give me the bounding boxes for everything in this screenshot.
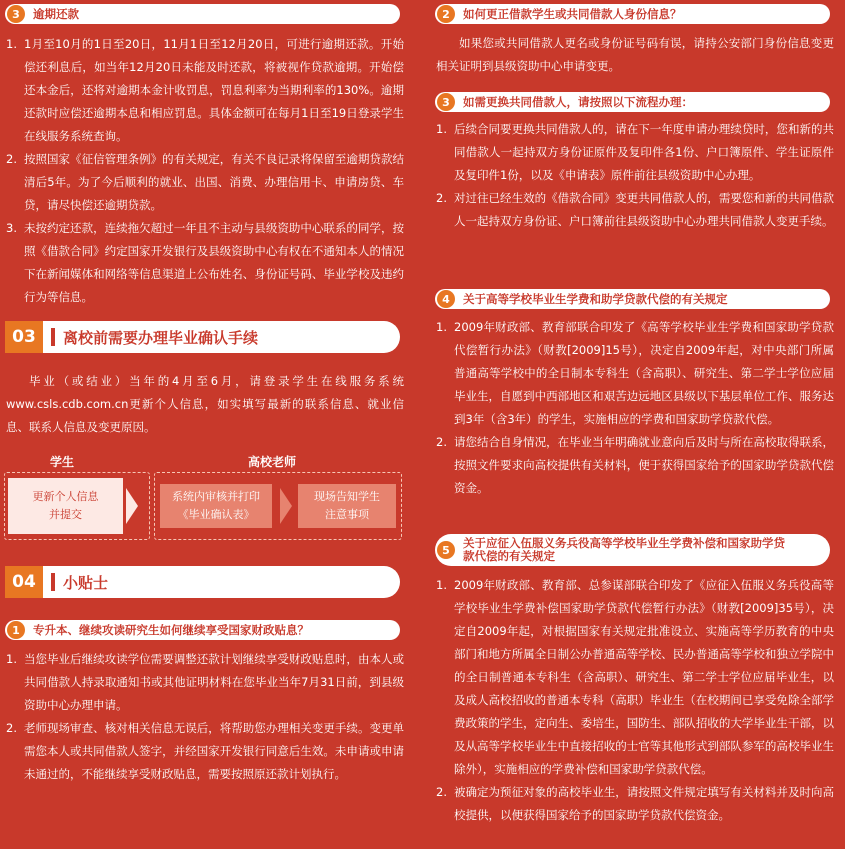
section-number: 03 — [5, 321, 43, 353]
number-badge: 3 — [7, 5, 25, 23]
tip1-heading — [5, 620, 400, 640]
list-item: 2. 对过往已经生效的《借款合同》变更共同借款人的，需要您和新的共同借款人一起持双方身份证、户口簿前往县级资助中心办理共同借款人变更手续。 — [436, 191, 834, 228]
tip4-list — [436, 316, 834, 500]
tip2-para: 如果您或共同借款人更名或身份证号码有误，请持公安部门身份信息变更相关证明到县级资助中心申请变更。 — [436, 36, 834, 73]
overdue-list — [6, 33, 404, 309]
list-item: 1. 后续合同要更换共同借款人的，请在下一年度申请办理续贷时，您和新的共同借款人一起持双方身份证原件及复印件各1份、户口簿原件、学生证原件及复印件1份，以及《申请表》原件前往县级资助中心办理。 — [436, 122, 834, 182]
tip5-heading — [435, 534, 830, 566]
tip3-list — [436, 118, 834, 233]
section-title: 小贴士 — [63, 573, 109, 592]
list-item: 1. 当您毕业后继续攻读学位需要调整还款计划继续享受财政贴息时，由本人或共同借款人持录取通知书或其他证明材料在您毕业当年7月31日前，到县级资助中心办理申请。 — [6, 652, 404, 712]
flow-step-update-info: 更新个人信息 并提交 — [8, 478, 123, 534]
list-item: 1. 2009年财政部、教育部、总参谋部联合印发了《应征入伍服义务兵役高等学校毕业生学费补偿国家助学贷款代偿暂行办法》（财教[2009]35号），决定自2009年起，对根据国家有关规定批准设立、实施高等学历教育的中央部门和地方所属全日制公办普通高等学校、民办普通高等学校和独立学院中的全日制普通本专科生（含高职）、研究生、第二学士学位应届毕业生，以及成人高校招收的普通本专科（高职）毕业生（在校期间已享受免除全部学费政策的学生，定向生、委培生，国防生、部队招收的大学毕业生干部，以及从高等学校毕业生中直接招收的士官等其他形式到部队参军的高校毕业生除外），实施相应的学费补偿和国家助学贷款代偿。 — [436, 578, 834, 776]
number-badge: 2 — [437, 5, 455, 23]
section-04-header — [5, 566, 400, 598]
list-item: 2. 请您结合自身情况，在毕业当年明确就业意向后及时与所在高校取得联系，按照文件要求向高校提供有关材料，便于获得国家给予的国家助学贷款代偿资金。 — [436, 435, 834, 495]
list-item: 1. 2009年财政部、教育部联合印发了《高等学校毕业生学费和国家助学贷款代偿暂行办法》（财教[2009]15号），决定自2009年起，对中央部门所属普通高等学校中的全日制本专科生（含高职）、研究生、第二学士学位应届毕业生，自愿到中西部地区和艰苦边远地区县级以下基层单位工作、服务达到3年（含3年）的学生，实施相应的学费和国家助学贷款代偿。 — [436, 320, 834, 426]
list-item: 1. 1月至10月的1日至20日，11月1日至12月20日，可进行逾期还款。开始偿还利息后，如当年12月20日未能及时还款，将被视作贷款逾期。开始偿还本金后，还将对逾期本金计收罚息，罚息利率为当期利率的130%。逾期还款时应偿还逾期本息和相应罚息。具体金额可在每月1日至19日登录学生在线服务系统查询。 — [6, 37, 404, 143]
section-bar — [51, 573, 55, 591]
heading-text: 如需更换共同借款人，请按照以下流程办理： — [463, 94, 693, 109]
number-badge: 4 — [437, 290, 455, 308]
number-badge: 3 — [437, 93, 455, 111]
list-item: 3. 未按约定还款，连续拖欠超过一年且不主动与县级资助中心联系的同学，按照《借款合同》约定国家开发银行及县级资助中心有权在不通知本人的情况下在新闻媒体和网络等信息渠道上公布姓名、身份证号码、毕业学校及违约行为等信息。 — [6, 221, 404, 304]
tip5-list — [436, 574, 834, 827]
overdue-heading — [5, 4, 400, 24]
tip2-heading — [435, 4, 830, 24]
list-item: 2. 老师现场审查、核对相关信息无误后，将帮助您办理相关变更手续。变更单需您本人或共同借款人签字，并经国家开发银行同意后生效。未申请或申请未通过的，不能继续享受财政贴息，需要按照原还款计划执行。 — [6, 721, 404, 781]
flow-step-notify: 现场告知学生 注意事项 — [298, 484, 396, 528]
tip3-heading — [435, 92, 830, 112]
section-03-header — [5, 321, 400, 353]
flow-label-student: 学生 — [50, 455, 75, 469]
tip4-heading — [435, 289, 830, 309]
section-number: 04 — [5, 566, 43, 598]
number-badge: 5 — [437, 541, 455, 559]
section-bar — [51, 328, 55, 346]
list-item: 2. 按照国家《征信管理条例》的有关规定，有关不良记录将保留至逾期贷款结清后5年。为了今后顺利的就业、出国、消费、办理信用卡、申请房贷、车贷，请尽快偿还逾期贷款。 — [6, 152, 404, 212]
graduation-para: 毕业（或结业）当年的4月至6月，请登录学生在线服务系统www.csls.cdb.com.cn更新个人信息，如实填写最新的联系信息、就业信息、联系人信息及变更原因。 — [6, 374, 404, 434]
tip1-list — [6, 648, 404, 786]
arrow-icon — [280, 488, 292, 524]
section-title: 离校前需要办理毕业确认手续 — [63, 328, 259, 347]
arrow-icon — [126, 488, 138, 524]
flow-step-verify-print: 系统内审核并打印 《毕业确认表》 — [160, 484, 272, 528]
heading-text: 关于应征入伍服义务兵役高等学校毕业生学费补偿和国家助学贷款代偿的有关规定 — [463, 536, 785, 563]
heading-text: 关于高等学校毕业生学费和助学贷款代偿的有关规定 — [463, 291, 728, 306]
heading-text: 逾期还款 — [33, 6, 79, 21]
list-item: 2. 被确定为预征对象的高校毕业生，请按照文件规定填写有关材料并及时向高校提供，以便获得国家给予的国家助学贷款代偿资金。 — [436, 785, 834, 822]
number-badge: 1 — [7, 621, 25, 639]
heading-text: 如何更正借款学生或共同借款人身份信息？ — [463, 6, 682, 21]
flow-label-teacher: 高校老师 — [248, 455, 297, 469]
heading-text: 专升本、继续攻读研究生如何继续享受国家财政贴息？ — [33, 622, 309, 637]
